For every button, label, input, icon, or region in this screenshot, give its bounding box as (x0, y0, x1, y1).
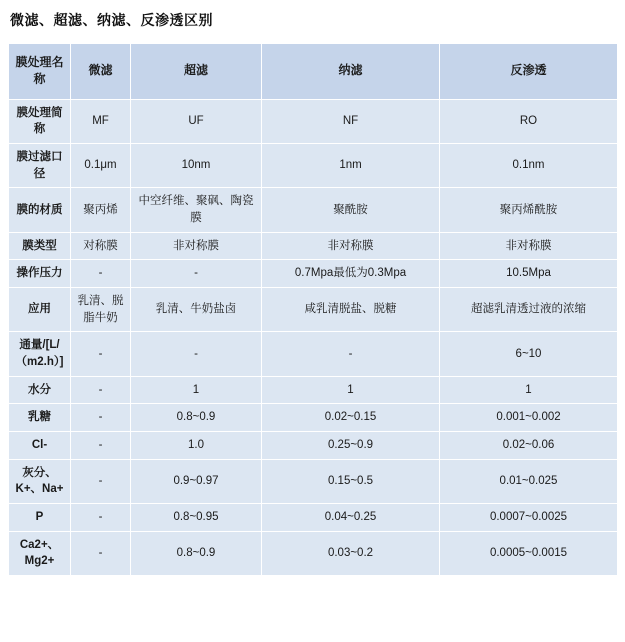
row-cell: 1 (262, 376, 440, 404)
row-cell: 非对称膜 (440, 232, 618, 260)
row-cell: 乳清、脱脂牛奶 (71, 287, 131, 331)
row-cell: MF (71, 99, 131, 143)
row-cell: 1nm (262, 143, 440, 187)
column-header-4: 反渗透 (440, 43, 618, 99)
table-header-row (9, 43, 618, 99)
row-cell: 1 (131, 376, 262, 404)
row-label: 膜过滤口径 (9, 143, 71, 187)
row-cell: 聚丙烯酰胺 (440, 188, 618, 232)
comparison-table (8, 43, 618, 576)
row-label: P (9, 504, 71, 532)
table-row (9, 260, 618, 288)
table-row (9, 431, 618, 459)
row-cell: 超滤乳清透过液的浓缩 (440, 287, 618, 331)
table-row (9, 188, 618, 232)
row-cell: 10.5Mpa (440, 260, 618, 288)
row-label: 乳糖 (9, 404, 71, 432)
row-cell: 非对称膜 (131, 232, 262, 260)
table-row (9, 143, 618, 187)
row-label: Cl- (9, 431, 71, 459)
row-cell: 0.9~0.97 (131, 459, 262, 503)
row-cell: 中空纤维、聚砜、陶瓷膜 (131, 188, 262, 232)
row-cell: - (71, 531, 131, 575)
row-cell: - (71, 260, 131, 288)
column-header-1: 微滤 (71, 43, 131, 99)
table-row (9, 504, 618, 532)
row-cell: 0.7Mpa最低为0.3Mpa (262, 260, 440, 288)
row-cell: UF (131, 99, 262, 143)
row-cell: 0.8~0.9 (131, 404, 262, 432)
row-cell: - (71, 332, 131, 376)
row-cell: 0.0005~0.0015 (440, 531, 618, 575)
row-label: 膜的材质 (9, 188, 71, 232)
row-cell: 6~10 (440, 332, 618, 376)
row-cell: 对称膜 (71, 232, 131, 260)
row-cell: 0.15~0.5 (262, 459, 440, 503)
row-cell: 0.02~0.06 (440, 431, 618, 459)
row-cell: NF (262, 99, 440, 143)
table-row (9, 459, 618, 503)
row-label: 膜类型 (9, 232, 71, 260)
row-cell: - (131, 332, 262, 376)
row-cell: 0.04~0.25 (262, 504, 440, 532)
row-cell: 非对称膜 (262, 232, 440, 260)
table-row (9, 531, 618, 575)
table-row (9, 404, 618, 432)
row-cell: 0.8~0.9 (131, 531, 262, 575)
column-header-2: 超滤 (131, 43, 262, 99)
row-cell: 0.1nm (440, 143, 618, 187)
row-cell: 乳清、牛奶盐卤 (131, 287, 262, 331)
row-cell: 10nm (131, 143, 262, 187)
row-cell: 聚酰胺 (262, 188, 440, 232)
row-cell: 0.02~0.15 (262, 404, 440, 432)
row-cell: - (262, 332, 440, 376)
row-cell: 1.0 (131, 431, 262, 459)
row-cell: 0.01~0.025 (440, 459, 618, 503)
row-label: 通量/[L/（m2.h）] (9, 332, 71, 376)
table-row (9, 99, 618, 143)
row-cell: - (71, 431, 131, 459)
column-header-3: 纳滤 (262, 43, 440, 99)
row-label: 应用 (9, 287, 71, 331)
row-cell: RO (440, 99, 618, 143)
table-row (9, 376, 618, 404)
table-row (9, 287, 618, 331)
row-label: Ca2+、Mg2+ (9, 531, 71, 575)
row-cell: 0.25~0.9 (262, 431, 440, 459)
row-cell: - (71, 376, 131, 404)
row-label: 灰分、K+、Na+ (9, 459, 71, 503)
row-cell: - (131, 260, 262, 288)
row-label: 水分 (9, 376, 71, 404)
row-cell: - (71, 404, 131, 432)
row-cell: 0.03~0.2 (262, 531, 440, 575)
row-cell: - (71, 459, 131, 503)
row-cell: 0.0007~0.0025 (440, 504, 618, 532)
row-label: 操作压力 (9, 260, 71, 288)
row-cell: 0.001~0.002 (440, 404, 618, 432)
row-cell: 0.1μm (71, 143, 131, 187)
row-cell: 0.8~0.95 (131, 504, 262, 532)
row-cell: 1 (440, 376, 618, 404)
column-header-0: 膜处理名称 (9, 43, 71, 99)
row-cell: 咸乳清脱盐、脱糖 (262, 287, 440, 331)
row-label: 膜处理简称 (9, 99, 71, 143)
row-cell: - (71, 504, 131, 532)
page-title: 微滤、超滤、纳滤、反渗透区别 (10, 12, 213, 28)
row-cell: 聚丙烯 (71, 188, 131, 232)
table-row (9, 232, 618, 260)
table-row (9, 332, 618, 376)
